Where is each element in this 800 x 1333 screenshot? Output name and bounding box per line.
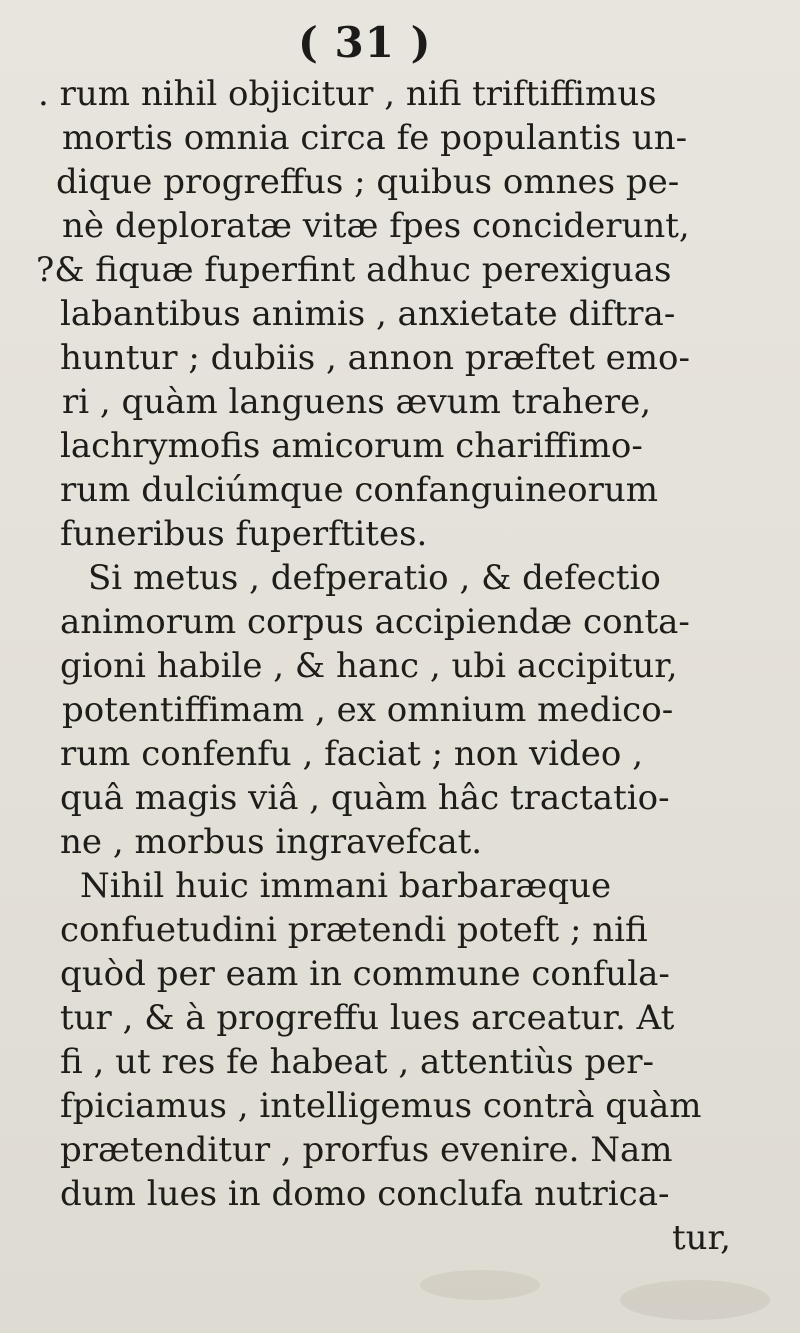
- text-line: huntur ; dubiis , annon præftet emo-: [60, 338, 690, 378]
- text-line: Si metus , defperatio , & defectio: [88, 558, 661, 598]
- text-line: quâ magis viâ , quàm hâc tractatio-: [60, 778, 670, 818]
- text-line: quòd per eam in commune confula-: [60, 954, 670, 994]
- text-line: prætenditur , prorfus evenire. Nam: [60, 1130, 673, 1170]
- page-number: ( 31 ): [298, 18, 432, 67]
- text-line: animorum corpus accipiendæ conta-: [60, 602, 690, 642]
- text-line: rum dulciúmque confanguineorum: [60, 470, 658, 510]
- text-line: fi , ut res fe habeat , attentiùs per-: [60, 1042, 654, 1082]
- catchword: tur,: [672, 1218, 731, 1258]
- text-line: dique progreffus ; quibus omnes pe-: [56, 162, 680, 202]
- text-line: labantibus animis , anxietate diftra-: [60, 294, 676, 334]
- text-line: rum confenfu , faciat ; non video ,: [60, 734, 644, 774]
- text-line: dum lues in domo conclufa nutrica-: [60, 1174, 670, 1214]
- text-line: confuetudini prætendi poteft ; nifi: [60, 910, 648, 950]
- text-line: ?& fiquæ fuperfint adhuc perexiguas: [36, 250, 672, 290]
- text-line: ri , quàm languens ævum trahere,: [62, 382, 652, 422]
- text-line: nè deploratæ vitæ fpes conciderunt,: [62, 206, 690, 246]
- text-line: potentiffimam , ex omnium medico-: [62, 690, 674, 730]
- text-line: tur , & à progreffu lues arceatur. At: [60, 998, 675, 1038]
- paper-stain: [620, 1280, 770, 1320]
- text-line: ne , morbus ingravefcat.: [60, 822, 483, 862]
- paper-stain: [420, 1270, 540, 1300]
- text-line: lachrymofis amicorum chariffimo-: [60, 426, 643, 466]
- text-line: fpiciamus , intelligemus contrà quàm: [60, 1086, 702, 1126]
- text-line: . rum nihil objicitur , nifi triftiffimus: [38, 74, 657, 114]
- text-line: funeribus fuperftites.: [60, 514, 428, 554]
- text-line: gioni habile , & hanc , ubi accipitur,: [60, 646, 678, 686]
- text-line: mortis omnia circa fe populantis un-: [62, 118, 688, 158]
- text-line: Nihil huic immani barbaræque: [80, 866, 612, 906]
